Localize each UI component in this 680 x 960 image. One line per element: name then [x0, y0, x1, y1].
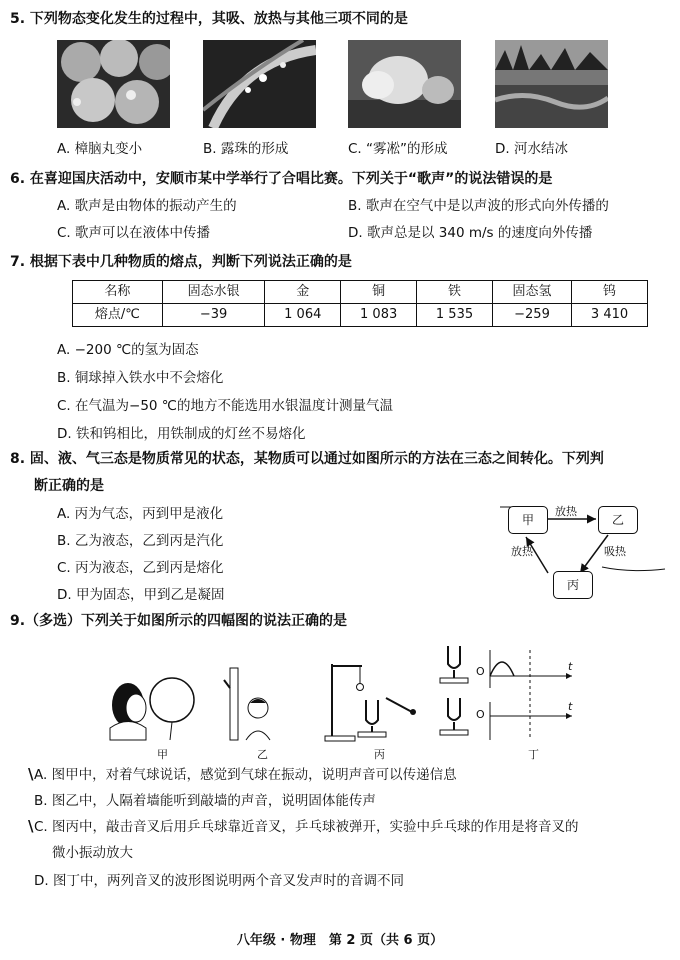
q8-stem-line2: 断正确的是	[34, 478, 104, 494]
figure-ding	[440, 646, 572, 740]
figure-label-jia: 甲	[157, 748, 168, 761]
label-bing-to-jia: 放热	[511, 545, 533, 558]
label-yi-to-bing: 吸热	[604, 545, 626, 558]
table-header-cell: 金	[265, 281, 341, 304]
figure-label-ding: 丁	[528, 748, 539, 761]
table-cell: −39	[162, 304, 264, 327]
q8-option-b: B. 乙为液态，乙到丙是汽化	[57, 533, 224, 549]
table-cell: 3 410	[572, 304, 648, 327]
q9-option-d: D. 图丁中，两列音叉的波形图说明两个音叉发声时的音调不同	[34, 873, 404, 889]
table-header-cell: 铜	[341, 281, 417, 304]
table-header-cell: 固态水银	[162, 281, 264, 304]
table-header-cell: 固态氢	[492, 281, 571, 304]
q7-option-d: D. 铁和钨相比，用铁制成的灯丝不易熔化	[57, 426, 306, 442]
table-header-cell: 钨	[572, 281, 648, 304]
table-cell: −259	[492, 304, 571, 327]
table-header-cell: 名称	[73, 281, 163, 304]
mothballs-photo	[57, 40, 170, 128]
q9-figures	[100, 640, 600, 745]
q5-option-a: A. 樟脑丸变小	[57, 141, 143, 157]
table-cell: 1 064	[265, 304, 341, 327]
q9-option-c-cont: 微小振动放大	[52, 845, 133, 861]
rime-photo	[348, 40, 461, 128]
q6-option-c: C. 歌声可以在液体中传播	[57, 225, 211, 241]
table-cell: 1 535	[417, 304, 493, 327]
axis-origin-top: O	[476, 665, 485, 678]
figure-bing	[325, 664, 416, 741]
q9-option-a: A. 图甲中，对着气球说话，感觉到气球在振动，说明声音可以传递信息	[34, 767, 457, 783]
figure-label-yi: 乙	[257, 748, 268, 761]
node-yi: 乙	[598, 506, 638, 534]
q6-option-b: B. 歌声在空气中是以声波的形式向外传播的	[348, 198, 609, 214]
figure-label-bing: 丙	[374, 748, 385, 761]
q8-stem-line1: 8. 固、液、气三态是物质常见的状态，某物质可以通过如图所示的方法在三态之间转化。下列判	[10, 451, 604, 467]
frozen-river-photo	[495, 40, 608, 128]
q5-stem: 5. 下列物态变化发生的过程中，其吸、放热与其他三项不同的是	[10, 11, 408, 27]
melting-point-table	[72, 280, 648, 327]
table-header-cell: 铁	[417, 281, 493, 304]
table-header-row	[73, 281, 648, 304]
table-row-label: 熔点/℃	[73, 304, 163, 327]
q8-option-c: C. 丙为液态，乙到丙是熔化	[57, 560, 224, 576]
q9-stem: 9.（多选）下列关于如图所示的四幅图的说法正确的是	[10, 613, 348, 629]
axis-origin-bottom: O	[476, 708, 485, 721]
handwritten-underline	[602, 567, 665, 571]
page-footer: 八年级 · 物理 第 2 页（共 6 页）	[236, 933, 444, 948]
q8-option-a: A. 丙为气态，丙到甲是液化	[57, 506, 224, 522]
label-jia-to-yi: 放热	[555, 505, 577, 518]
q6-option-d: D. 歌声总是以 340 m/s 的速度向外传播	[348, 225, 593, 241]
node-jia: 甲	[508, 506, 548, 534]
figure-yi	[224, 668, 270, 740]
q7-option-a: A. −200 ℃的氢为固态	[57, 342, 199, 358]
q6-option-a: A. 歌声是由物体的振动产生的	[57, 198, 237, 214]
node-bing: 丙	[553, 571, 593, 599]
q5-option-b: B. 露珠的形成	[203, 141, 289, 157]
q9-option-b: B. 图乙中，人隔着墙能听到敲墙的声音，说明固体能传声	[34, 793, 376, 809]
q8-option-d: D. 甲为固态，甲到乙是凝固	[57, 587, 225, 603]
q7-stem: 7. 根据下表中几种物质的熔点，判断下列说法正确的是	[10, 254, 352, 270]
q5-option-d: D. 河水结冰	[495, 141, 568, 157]
q7-option-c: C. 在气温为−50 ℃的地方不能选用水银温度计测量气温	[57, 398, 393, 414]
q9-option-c: C. 图丙中，敲击音叉后用乒乓球靠近音叉，乒乓球被弹开，实验中乒乓球的作用是将音叉的	[34, 819, 579, 835]
table-cell: 1 083	[341, 304, 417, 327]
table-row	[73, 304, 648, 327]
handwritten-mark-c: \	[28, 817, 34, 835]
axis-t-bottom: t	[568, 700, 573, 713]
figure-jia	[110, 678, 194, 740]
q7-option-b: B. 铜球掉入铁水中不会熔化	[57, 370, 224, 386]
dewdrops-photo	[203, 40, 316, 128]
handwritten-mark-a: \	[28, 765, 34, 783]
q5-option-c: C. “雾凇”的形成	[348, 141, 448, 157]
axis-t-top: t	[568, 660, 573, 673]
q6-stem: 6. 在喜迎国庆活动中，安顺市某中学举行了合唱比赛。下列关于“歌声”的说法错误的是	[10, 171, 553, 187]
